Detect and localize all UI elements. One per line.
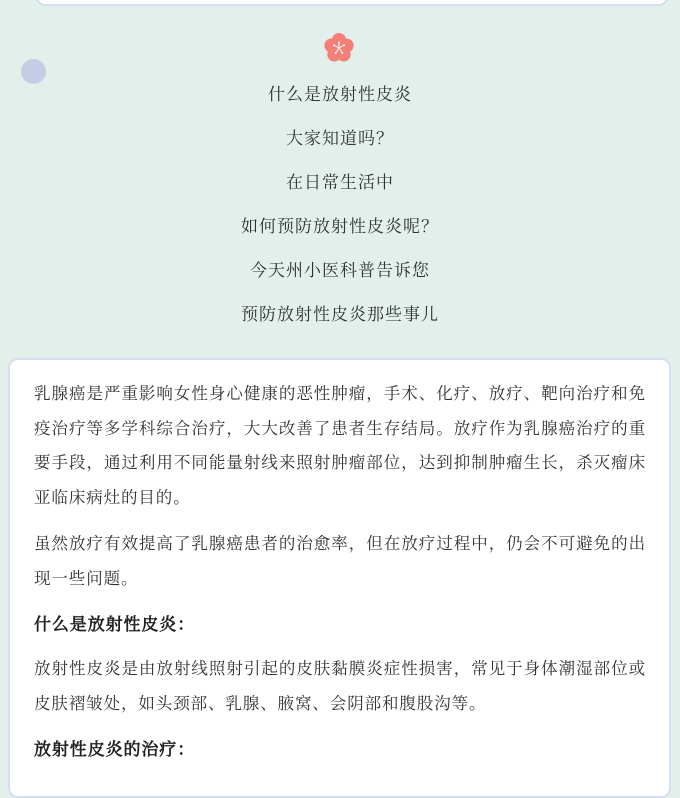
intro-line-6: 预防放射性皮炎那些事儿 — [241, 305, 439, 325]
intro-line-3: 在日常生活中 — [286, 173, 394, 193]
intro-section — [0, 83, 680, 347]
article-paragraph-3: 放射性皮炎是由放射线照射引起的皮肤黏膜炎症性损害，常见于身体潮湿部位或皮肤褶皱处，如头颈部、乳腺、腋窝、会阴部和腹股沟等。 — [34, 659, 646, 713]
intro-line-2: 大家知道吗？ — [286, 129, 394, 149]
previous-card-edge — [36, 0, 668, 6]
section-heading-what-is: 什么是放射性皮炎： — [34, 615, 196, 635]
article-paragraph-1: 乳腺癌是严重影响女性身心健康的恶性肿瘤，手术、化疗、放疗、靶向治疗和免疫治疗等多学科综合治疗，大大改善了患者生存结局。放疗作为乳腺癌治疗的重要手段，通过利用不同能量射线来照射肿瘤部位，达到抑制肿瘤生长，杀灭瘤床亚临床病灶的目的。 — [34, 384, 646, 507]
article-paragraph-2: 虽然放疗有效提高了乳腺癌患者的治愈率，但在放疗过程中，仍会不可避免的出现一些问题。 — [34, 534, 646, 588]
intro-line-4: 如何预防放射性皮炎呢？ — [241, 217, 439, 237]
plum-blossom-icon — [323, 32, 355, 64]
decorative-dot — [21, 59, 46, 84]
intro-line-5: 今天州小医科普告诉您 — [250, 261, 430, 281]
article-content — [34, 377, 646, 777]
intro-line-1: 什么是放射性皮炎 — [268, 85, 412, 105]
section-heading-treatment: 放射性皮炎的治疗： — [34, 740, 196, 760]
